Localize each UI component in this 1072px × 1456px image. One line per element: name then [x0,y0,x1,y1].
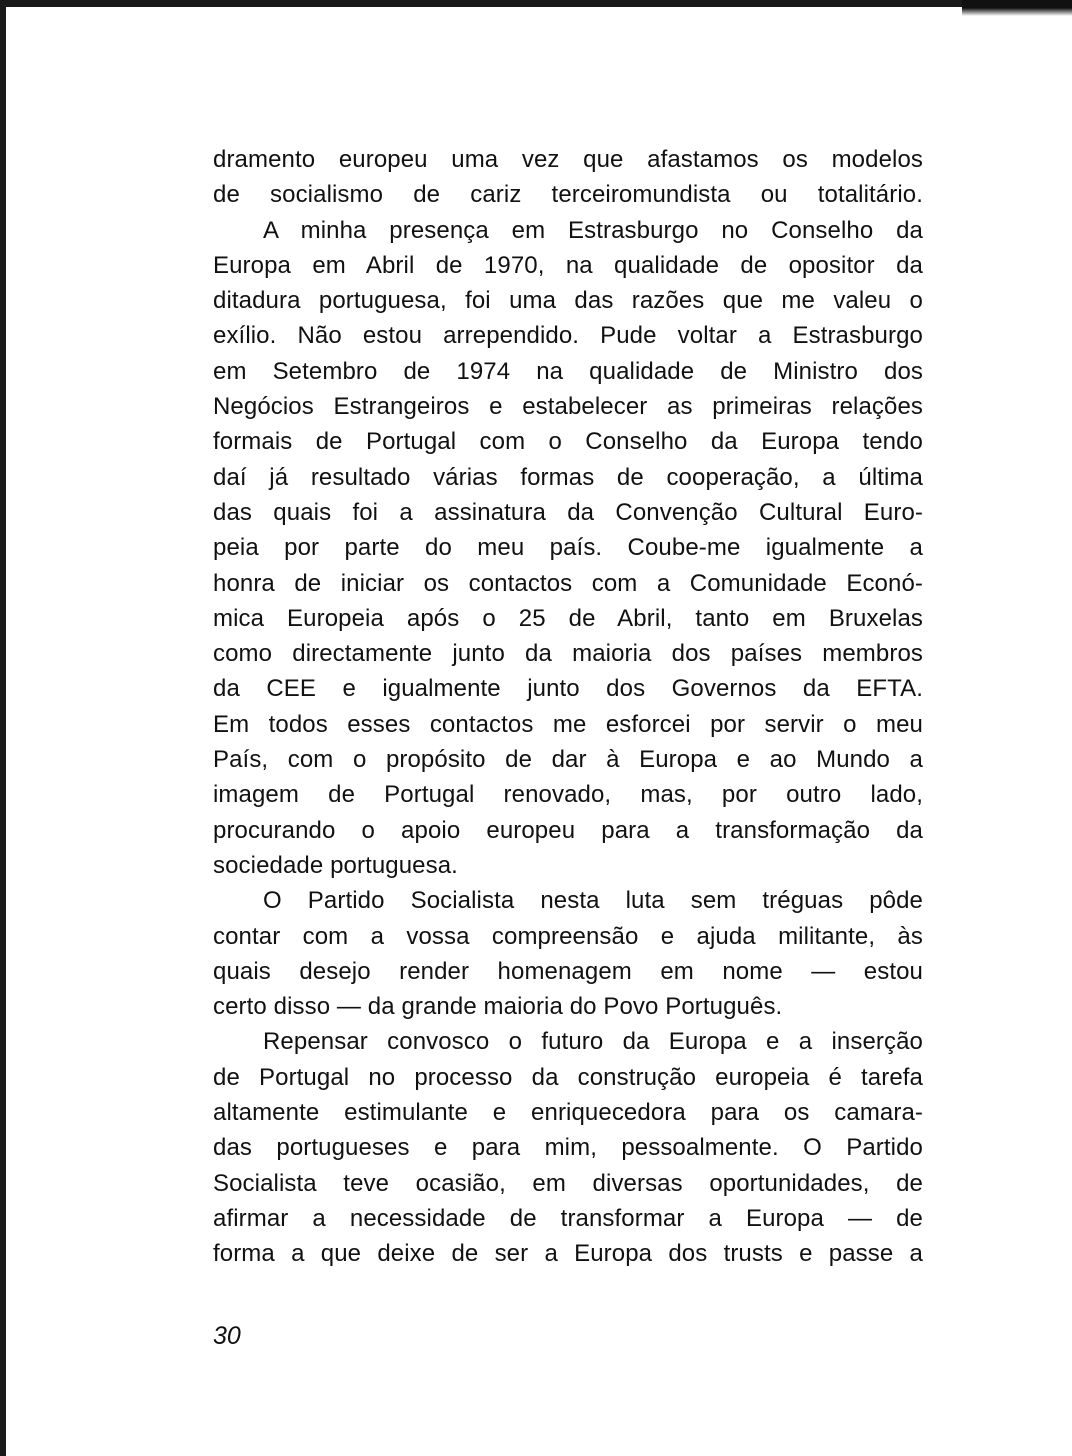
text-line: Repensar convosco o futuro da Europa e a inserção [263,1028,923,1056]
text-line: de socialismo de cariz terceiromundista ou totalitário. [213,181,923,209]
text-line: sociedade portuguesa. [213,851,458,879]
page-number: 30 [213,1322,241,1350]
text-line: formais de Portugal com o Conselho da Europa tendo [213,428,923,456]
text-line: imagem de Portugal renovado, mas, por outro lado, [213,781,923,809]
paragraph [213,142,923,213]
text-line: ditadura portuguesa, foi uma das razões que me valeu o [213,287,923,315]
text-line: certo disso — da grande maioria do Povo Português. [213,993,783,1021]
text-line: A minha presença em Estrasburgo no Conselho da [263,216,923,244]
body-text [213,142,923,1272]
paragraph [213,1024,923,1271]
text-line: altamente estimulante e enriquecedora para os camara- [213,1099,923,1127]
text-line: Negócios Estrangeiros e estabelecer as primeiras relações [213,393,923,421]
paragraph [213,883,923,1024]
text-line: das portugueses e para mim, pessoalmente. O Partido [213,1134,923,1162]
text-line: procurando o apoio europeu para a transformação da [213,816,923,844]
scan-border-top [0,0,1072,7]
text-line: de Portugal no processo da construção europeia é tarefa [213,1063,923,1091]
text-line: peia por parte do meu país. Coube-me igualmente a [213,534,923,562]
text-line: como directamente junto da maioria dos países membros [213,640,923,668]
text-line: mica Europeia após o 25 de Abril, tanto em Bruxelas [213,604,923,632]
text-line: Em todos esses contactos me esforcei por servir o meu [213,710,923,738]
text-line: daí já resultado várias formas de cooperação, a última [213,463,923,491]
text-line: honra de iniciar os contactos com a Comunidade Econó- [213,569,923,597]
text-line: das quais foi a assinatura da Convenção Cultural Euro- [213,498,923,526]
text-line: forma a que deixe de ser a Europa dos trusts e passe a [213,1240,923,1268]
text-line: quais desejo render homenagem em nome — estou [213,957,923,985]
text-line: País, com o propósito de dar à Europa e ao Mundo a [213,746,923,774]
text-line: Socialista teve ocasião, em diversas oportunidades, de [213,1169,923,1197]
paragraph [213,213,923,884]
text-line: contar com a vossa compreensão e ajuda militante, às [213,922,923,950]
text-line: afirmar a necessidade de transformar a Europa — de [213,1204,923,1232]
scan-border-left [0,0,6,1456]
text-line: O Partido Socialista nesta luta sem tréguas pôde [263,887,923,915]
scan-border-top-corner [962,0,1072,16]
text-line: Europa em Abril de 1970, na qualidade de opositor da [213,251,923,279]
text-line: em Setembro de 1974 na qualidade de Ministro dos [213,357,923,385]
text-line: exílio. Não estou arrependido. Pude voltar a Estrasburgo [213,322,923,350]
text-line: dramento europeu uma vez que afastamos os modelos [213,146,923,173]
text-line: da CEE e igualmente junto dos Governos da EFTA. [213,675,923,703]
